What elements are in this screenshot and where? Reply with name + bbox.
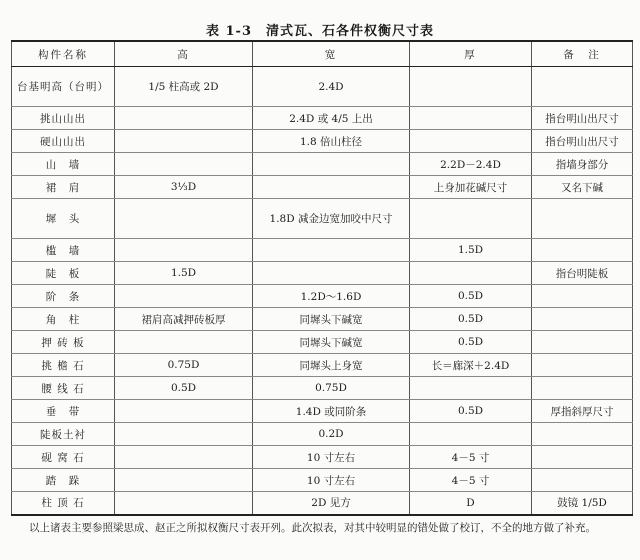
cell-width: 同墀头下碱宽 — [253, 331, 410, 354]
table-row — [12, 199, 633, 239]
header-remarks: 备 注 — [532, 41, 633, 67]
cell-remarks: 指台明山出尺寸 — [532, 130, 633, 153]
cell-remarks: 指台明陡板 — [532, 262, 633, 285]
cell-height — [115, 239, 253, 262]
cell-remarks: 又名下碱 — [532, 176, 633, 199]
cell-width: 10 寸左右 — [253, 446, 410, 469]
cell-height: 裙肩高减押砖板厚 — [115, 308, 253, 331]
cell-height — [115, 469, 253, 492]
cell-component-name: 台基明高（台明） — [12, 67, 115, 107]
header-height: 高 — [115, 41, 253, 67]
cell-remarks — [532, 308, 633, 331]
cell-component-name: 槛 墙 — [12, 239, 115, 262]
table-row — [12, 331, 633, 354]
table-title: 表 1-3 清式瓦、石各件权衡尺寸表 — [205, 24, 434, 39]
cell-width: 0.75D — [253, 377, 410, 400]
cell-width: 2.4D 或 4/5 上出 — [253, 107, 410, 130]
table-row — [12, 492, 633, 515]
cell-remarks — [532, 199, 633, 239]
cell-width — [253, 153, 410, 176]
cell-component-name: 柱 顶 石 — [12, 492, 115, 515]
cell-thickness: 2.2D－2.4D — [410, 153, 532, 176]
cell-thickness: 0.5D — [410, 331, 532, 354]
cell-component-name: 阶 条 — [12, 285, 115, 308]
cell-width: 1.8D 减金边宽加咬中尺寸 — [253, 199, 410, 239]
cell-thickness: 0.5D — [410, 400, 532, 423]
cell-remarks: 厚指斜厚尺寸 — [532, 400, 633, 423]
cell-width: 同墀头下碱宽 — [253, 308, 410, 331]
table-row — [12, 377, 633, 400]
cell-component-name: 墀 头 — [12, 199, 115, 239]
cell-height — [115, 446, 253, 469]
cell-component-name: 山 墙 — [12, 153, 115, 176]
table-row — [12, 423, 633, 446]
cell-width: 0.2D — [253, 423, 410, 446]
cell-remarks: 指台明山出尺寸 — [532, 107, 633, 130]
header-row — [12, 41, 633, 67]
header-component-name: 构件名称 — [12, 41, 115, 67]
table-row — [12, 239, 633, 262]
cell-thickness: 0.5D — [410, 308, 532, 331]
cell-component-name: 砚 窝 石 — [12, 446, 115, 469]
cell-component-name: 角 柱 — [12, 308, 115, 331]
cell-height — [115, 423, 253, 446]
cell-remarks: 指墙身部分 — [532, 153, 633, 176]
cell-height: 1.5D — [115, 262, 253, 285]
cell-remarks — [532, 354, 633, 377]
cell-thickness: 4－5 寸 — [410, 469, 532, 492]
cell-thickness: 长＝廊深＋2.4D — [410, 354, 532, 377]
cell-height — [115, 331, 253, 354]
cell-thickness: 上身加花碱尺寸 — [410, 176, 532, 199]
footnote: 以上诸表主要参照梁思成、赵正之所拟权衡尺寸表开列。此次拟表，对其中较明显的错处做了校订，不全的地方做了补充。 — [29, 522, 596, 534]
cell-width: 同墀头上身宽 — [253, 354, 410, 377]
cell-remarks — [532, 377, 633, 400]
cell-thickness — [410, 67, 532, 107]
cell-remarks — [532, 469, 633, 492]
cell-height — [115, 400, 253, 423]
cell-component-name: 挑山山出 — [12, 107, 115, 130]
table-row — [12, 130, 633, 153]
cell-component-name: 硬山山出 — [12, 130, 115, 153]
table-row — [12, 67, 633, 107]
cell-component-name: 押 砖 板 — [12, 331, 115, 354]
cell-component-name: 挑 檐 石 — [12, 354, 115, 377]
cell-height — [115, 107, 253, 130]
cell-component-name: 垂 带 — [12, 400, 115, 423]
table-row — [12, 153, 633, 176]
cell-width — [253, 262, 410, 285]
cell-thickness — [410, 199, 532, 239]
cell-width: 10 寸左右 — [253, 469, 410, 492]
cell-thickness — [410, 262, 532, 285]
table-row — [12, 262, 633, 285]
table-row — [12, 107, 633, 130]
cell-thickness: 1.5D — [410, 239, 532, 262]
cell-height — [115, 199, 253, 239]
cell-width: 2D 见方 — [253, 492, 410, 515]
cell-remarks — [532, 446, 633, 469]
cell-height: 1/5 柱高或 2D — [115, 67, 253, 107]
cell-remarks: 鼓镜 1/5D — [532, 492, 633, 515]
cell-height — [115, 492, 253, 515]
cell-component-name: 陡 板 — [12, 262, 115, 285]
cell-thickness — [410, 107, 532, 130]
cell-thickness: 4－5 寸 — [410, 446, 532, 469]
cell-height — [115, 153, 253, 176]
table-row — [12, 354, 633, 377]
table-row — [12, 308, 633, 331]
table-row — [12, 176, 633, 199]
table-row — [12, 469, 633, 492]
cell-component-name: 陡板土衬 — [12, 423, 115, 446]
cell-thickness — [410, 423, 532, 446]
cell-component-name: 腰 线 石 — [12, 377, 115, 400]
header-thickness: 厚 — [410, 41, 532, 67]
cell-thickness — [410, 130, 532, 153]
cell-height — [115, 130, 253, 153]
cell-component-name: 裙 肩 — [12, 176, 115, 199]
cell-remarks — [532, 239, 633, 262]
cell-thickness: D — [410, 492, 532, 515]
cell-width — [253, 176, 410, 199]
cell-width — [253, 239, 410, 262]
table-row — [12, 400, 633, 423]
cell-remarks — [532, 67, 633, 107]
dimension-table — [11, 40, 633, 516]
table-row — [12, 446, 633, 469]
cell-remarks — [532, 423, 633, 446]
cell-height: 3⅓D — [115, 176, 253, 199]
cell-height: 0.75D — [115, 354, 253, 377]
cell-remarks — [532, 285, 633, 308]
cell-width: 1.2D～1.6D — [253, 285, 410, 308]
cell-width: 1.8 倍山柱径 — [253, 130, 410, 153]
cell-width: 1.4D 或同阶条 — [253, 400, 410, 423]
cell-component-name: 踏 跺 — [12, 469, 115, 492]
table-row — [12, 285, 633, 308]
cell-height — [115, 285, 253, 308]
cell-thickness — [410, 377, 532, 400]
cell-remarks — [532, 331, 633, 354]
cell-height: 0.5D — [115, 377, 253, 400]
cell-width: 2.4D — [253, 67, 410, 107]
header-width: 宽 — [253, 41, 410, 67]
cell-thickness: 0.5D — [410, 285, 532, 308]
